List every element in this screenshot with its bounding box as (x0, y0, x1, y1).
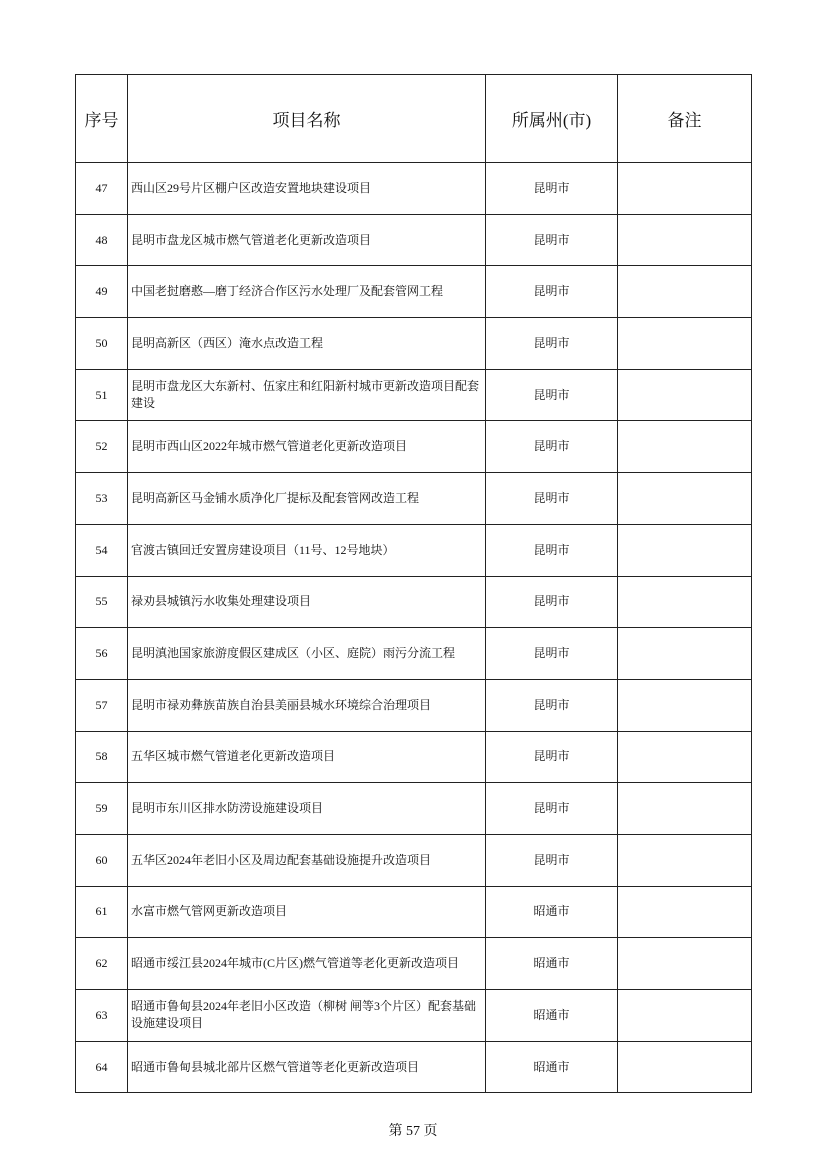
city-name: 昭通市 (486, 990, 618, 1042)
row-number: 63 (76, 990, 128, 1042)
project-name: 中国老挝磨憨—磨丁经济合作区污水处理厂及配套管网工程 (128, 266, 486, 318)
table-row (76, 886, 752, 938)
note-cell (618, 473, 752, 525)
city-name: 昆明市 (486, 369, 618, 421)
city-name: 昆明市 (486, 679, 618, 731)
note-cell (618, 214, 752, 266)
row-number: 52 (76, 421, 128, 473)
project-name: 昭通市鲁甸县城北部片区燃气管道等老化更新改造项目 (128, 1041, 486, 1093)
project-table (75, 74, 752, 1093)
note-cell (618, 266, 752, 318)
note-cell (618, 679, 752, 731)
table-row (76, 938, 752, 990)
note-cell (618, 628, 752, 680)
header-project-name: 项目名称 (128, 75, 486, 163)
row-number: 54 (76, 524, 128, 576)
project-name: 昭通市鲁甸县2024年老旧小区改造（柳树 闸等3个片区）配套基础设施建设项目 (128, 990, 486, 1042)
note-cell (618, 576, 752, 628)
row-number: 47 (76, 163, 128, 215)
row-number: 58 (76, 731, 128, 783)
city-name: 昭通市 (486, 938, 618, 990)
note-cell (618, 783, 752, 835)
table-row (76, 369, 752, 421)
note-cell (618, 421, 752, 473)
table-row (76, 163, 752, 215)
table-header-row (76, 75, 752, 163)
city-name: 昆明市 (486, 318, 618, 370)
city-name: 昆明市 (486, 473, 618, 525)
table-row (76, 524, 752, 576)
project-name: 五华区2024年老旧小区及周边配套基础设施提升改造项目 (128, 834, 486, 886)
table-row (76, 679, 752, 731)
project-name: 昆明市盘龙区大东新村、伍家庄和红阳新村城市更新改造项目配套建设 (128, 369, 486, 421)
city-name: 昆明市 (486, 731, 618, 783)
note-cell (618, 524, 752, 576)
note-cell (618, 318, 752, 370)
row-number: 53 (76, 473, 128, 525)
city-name: 昭通市 (486, 886, 618, 938)
project-name: 昆明市西山区2022年城市燃气管道老化更新改造项目 (128, 421, 486, 473)
project-name: 昆明滇池国家旅游度假区建成区（小区、庭院）雨污分流工程 (128, 628, 486, 680)
row-number: 61 (76, 886, 128, 938)
row-number: 62 (76, 938, 128, 990)
note-cell (618, 1041, 752, 1093)
table-row (76, 783, 752, 835)
header-city: 所属州(市) (486, 75, 618, 163)
table-row (76, 421, 752, 473)
row-number: 55 (76, 576, 128, 628)
row-number: 59 (76, 783, 128, 835)
project-name: 五华区城市燃气管道老化更新改造项目 (128, 731, 486, 783)
row-number: 57 (76, 679, 128, 731)
note-cell (618, 990, 752, 1042)
project-name: 禄劝县城镇污水收集处理建设项目 (128, 576, 486, 628)
project-name: 昆明高新区（西区）淹水点改造工程 (128, 318, 486, 370)
project-name: 昭通市绥江县2024年城市(C片区)燃气管道等老化更新改造项目 (128, 938, 486, 990)
note-cell (618, 886, 752, 938)
city-name: 昆明市 (486, 783, 618, 835)
row-number: 51 (76, 369, 128, 421)
city-name: 昆明市 (486, 576, 618, 628)
city-name: 昆明市 (486, 163, 618, 215)
row-number: 60 (76, 834, 128, 886)
row-number: 56 (76, 628, 128, 680)
table-row (76, 990, 752, 1042)
table-row (76, 576, 752, 628)
city-name: 昆明市 (486, 628, 618, 680)
city-name: 昆明市 (486, 524, 618, 576)
project-name: 昆明市东川区排水防涝设施建设项目 (128, 783, 486, 835)
project-name: 西山区29号片区棚户区改造安置地块建设项目 (128, 163, 486, 215)
city-name: 昆明市 (486, 214, 618, 266)
row-number: 64 (76, 1041, 128, 1093)
table-row (76, 266, 752, 318)
city-name: 昆明市 (486, 421, 618, 473)
note-cell (618, 938, 752, 990)
table-row (76, 834, 752, 886)
page-number: 第 57 页 (388, 1124, 438, 1139)
header-note: 备注 (618, 75, 752, 163)
table-body (76, 163, 752, 1093)
row-number: 49 (76, 266, 128, 318)
table-row (76, 628, 752, 680)
header-no: 序号 (76, 75, 128, 163)
city-name: 昆明市 (486, 834, 618, 886)
city-name: 昭通市 (486, 1041, 618, 1093)
note-cell (618, 369, 752, 421)
project-name: 昆明市禄劝彝族苗族自治县美丽县城水环境综合治理项目 (128, 679, 486, 731)
table-row (76, 214, 752, 266)
table-row (76, 731, 752, 783)
table-row (76, 318, 752, 370)
project-name: 昆明市盘龙区城市燃气管道老化更新改造项目 (128, 214, 486, 266)
note-cell (618, 163, 752, 215)
row-number: 48 (76, 214, 128, 266)
row-number: 50 (76, 318, 128, 370)
note-cell (618, 834, 752, 886)
table-row (76, 473, 752, 525)
project-name: 水富市燃气管网更新改造项目 (128, 886, 486, 938)
note-cell (618, 731, 752, 783)
project-name: 官渡古镇回迁安置房建设项目（11号、12号地块） (128, 524, 486, 576)
project-name: 昆明高新区马金铺水质净化厂提标及配套管网改造工程 (128, 473, 486, 525)
city-name: 昆明市 (486, 266, 618, 318)
table-row (76, 1041, 752, 1093)
